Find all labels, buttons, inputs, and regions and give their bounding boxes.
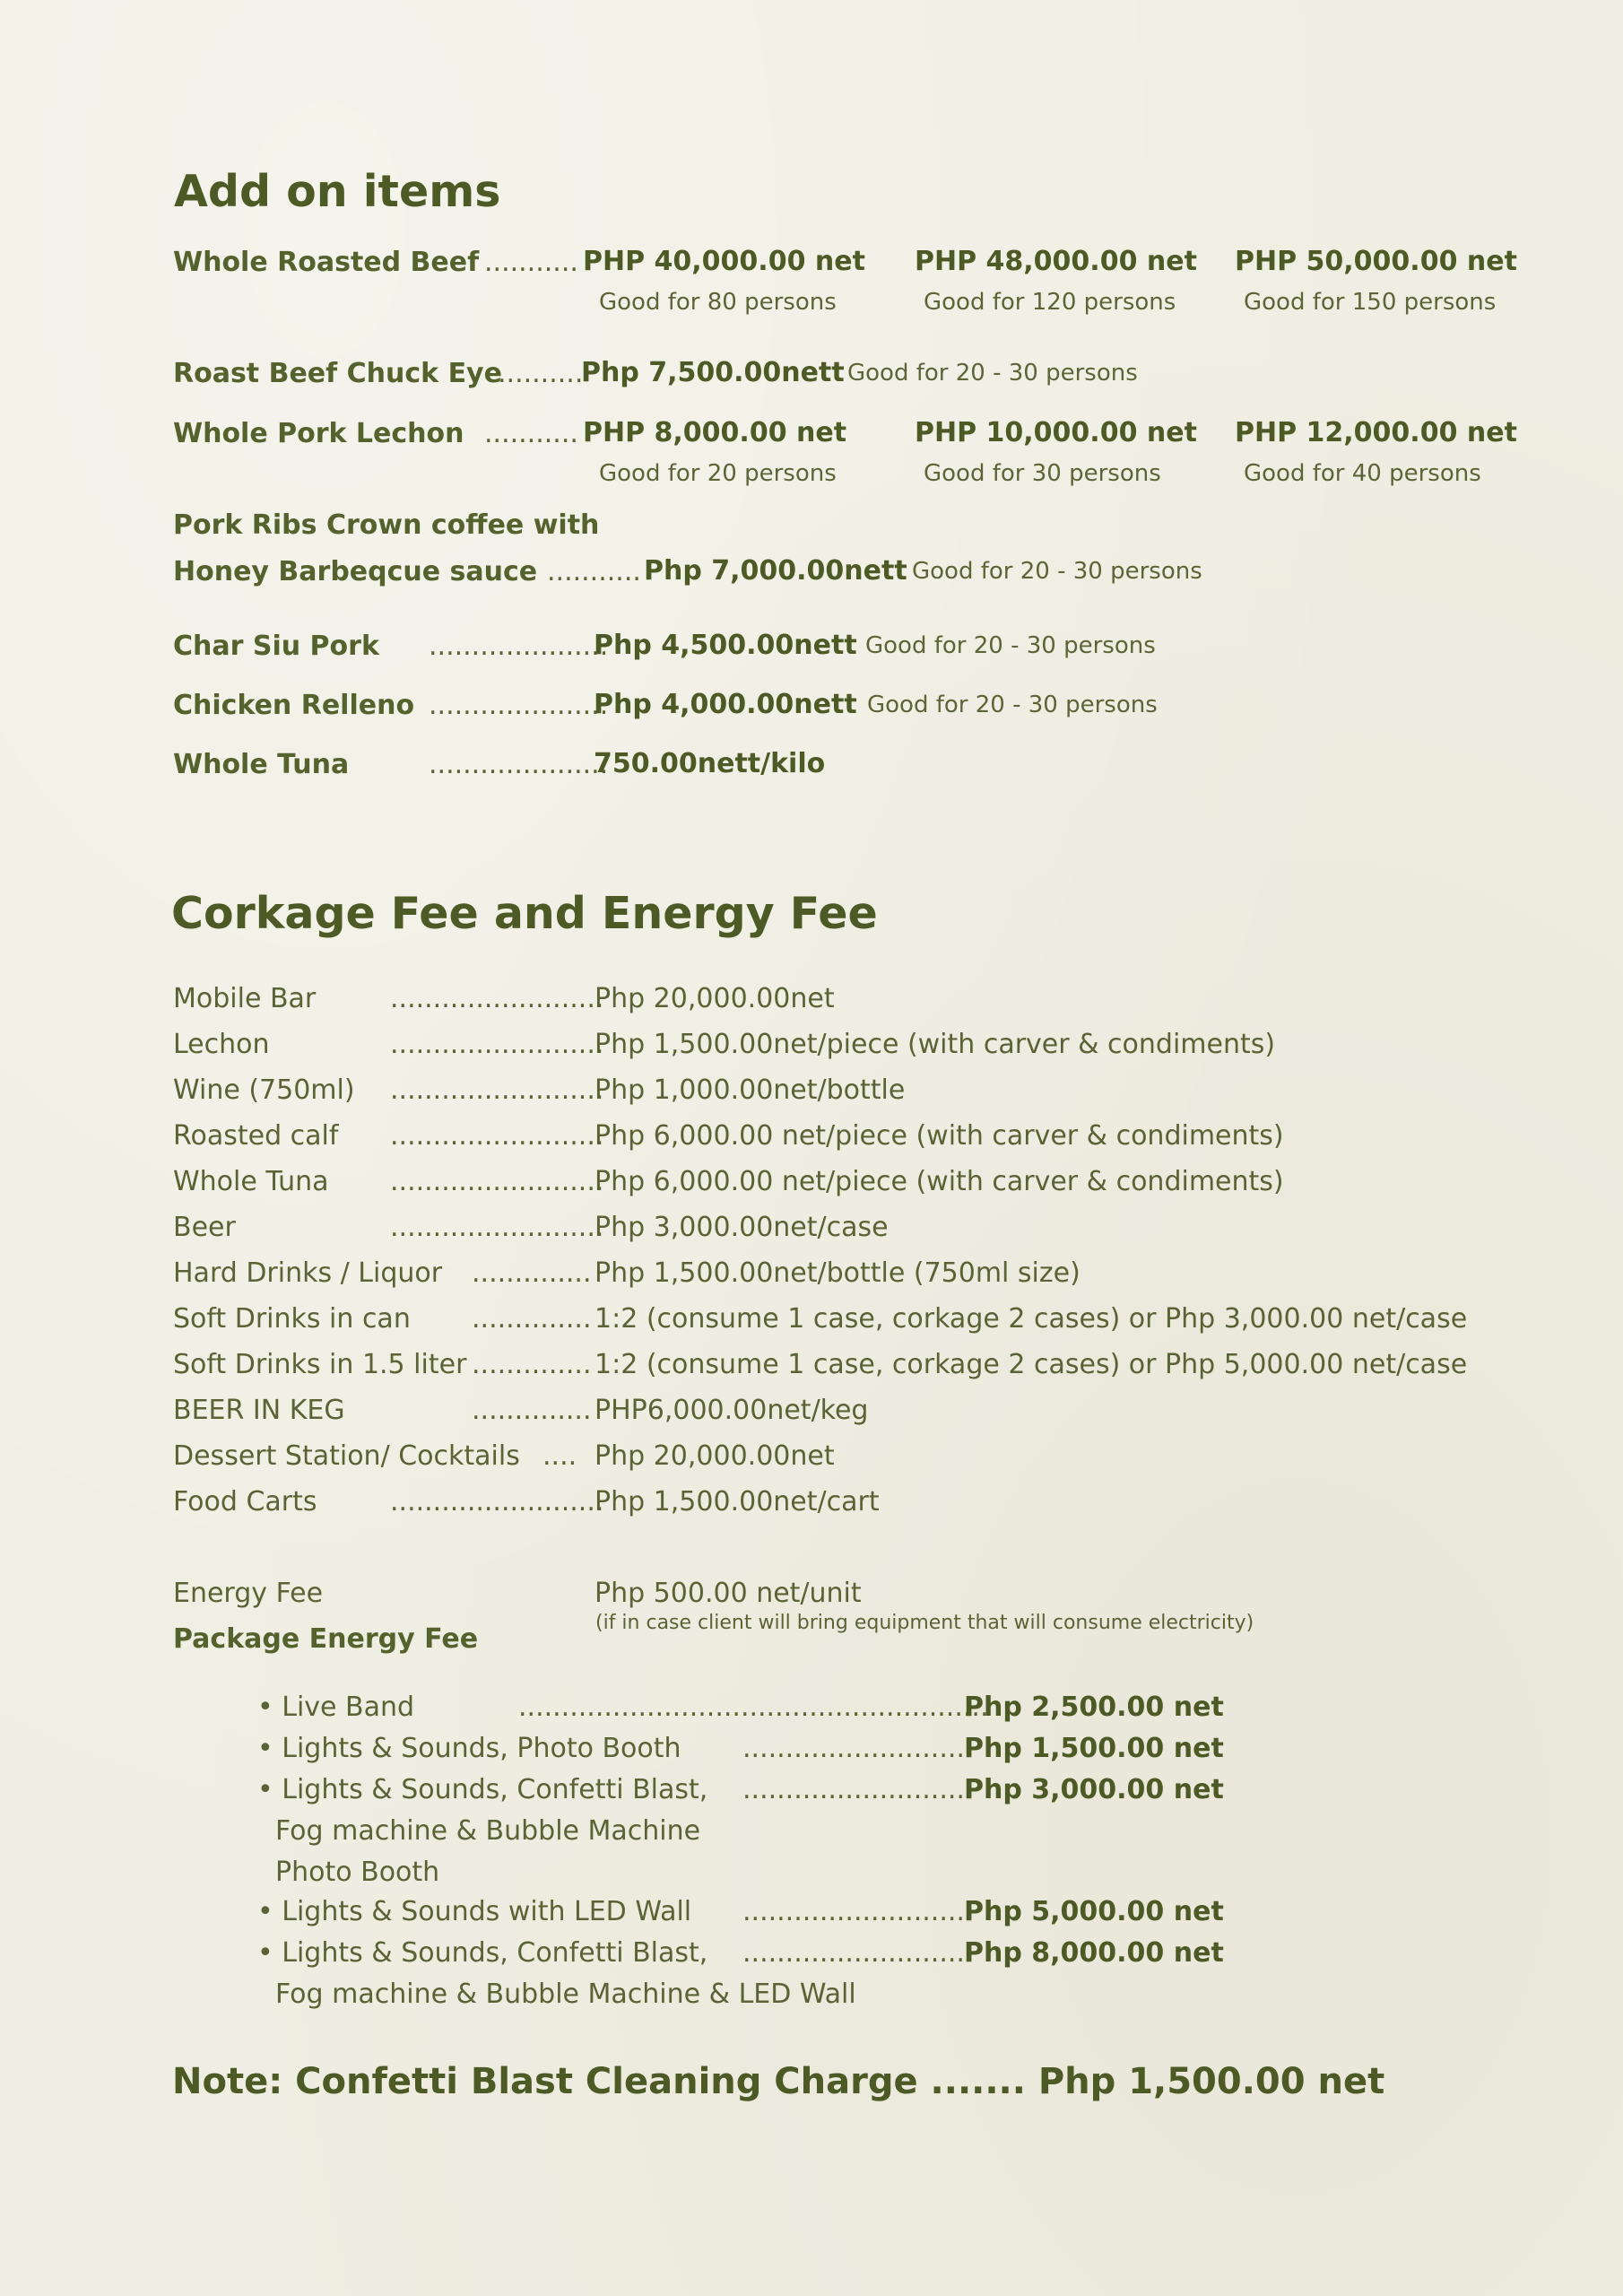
corkage-dots: .... [542,1440,577,1472]
energy-fee-note: (if in case client will bring equipment that will consume electricity) [595,1612,1254,1634]
corkage-label: Mobile Bar [173,983,317,1014]
package-line: • Live Band [257,1692,415,1723]
package-price: Php 5,000.00 net [964,1896,1224,1927]
beef-good-3: Good for 150 persons [1244,289,1497,316]
package-dots: ........................... [742,1774,974,1805]
corkage-value: Php 20,000.00net [595,1440,835,1472]
corkage-value: Php 6,000.00 net/piece (with carver & condiments) [595,1166,1284,1197]
ribs-name-line2: Honey Barbeqcue sauce [173,556,538,587]
package-price: Php 8,000.00 net [964,1937,1224,1969]
relleno-dots: ..................... [429,690,609,721]
corkage-label: BEER IN KEG [173,1395,345,1426]
corkage-label: Soft Drinks in can [173,1303,411,1335]
corkage-value: Php 1,500.00net/bottle (750ml size) [595,1257,1081,1289]
corkage-value: Php 1,500.00net/cart [595,1486,880,1518]
corkage-label: Soft Drinks in 1.5 liter [173,1349,467,1380]
corkage-value: Php 3,000.00net/case [595,1212,889,1243]
package-price: Php 1,500.00 net [964,1733,1224,1764]
beef-price-1: PHP 40,000.00 net [583,246,865,277]
ribs-price: Php 7,000.00nett [644,555,907,587]
corkage-value: PHP6,000.00net/keg [595,1395,869,1426]
chuck-good: Good for 20 - 30 persons [847,360,1138,387]
lechon-name: Whole Pork Lechon [173,418,464,449]
tuna-price: 750.00nett/kilo [594,748,826,779]
lechon-price-2: PHP 10,000.00 net [915,417,1197,448]
beef-good-1: Good for 80 persons [599,289,837,316]
package-dots: ........................... [742,1896,974,1927]
lechon-dots: ........... [484,418,578,449]
package-line: • Lights & Sounds, Confetti Blast, [257,1937,708,1969]
package-line: • Lights & Sounds with LED Wall [257,1896,692,1927]
package-dots: ....................................................... [518,1692,989,1723]
corkage-dots: .............. [472,1349,592,1380]
chuck-name: Roast Beef Chuck Eye [173,358,502,389]
package-line: Photo Booth [275,1857,440,1888]
corkage-value: Php 20,000.00net [595,983,835,1014]
relleno-price: Php 4,000.00nett [594,689,857,720]
corkage-label: Roasted calf [173,1120,339,1152]
corkage-label: Wine (750ml) [173,1074,355,1106]
corkage-label: Hard Drinks / Liquor [173,1257,443,1289]
package-energy-title: Package Energy Fee [173,1623,479,1655]
ribs-good: Good for 20 - 30 persons [912,558,1202,585]
package-dots: ........................... [742,1937,974,1969]
corkage-title: Corkage Fee and Energy Fee [171,888,878,939]
corkage-dots: ......................... [390,1486,604,1518]
tuna-name: Whole Tuna [173,749,350,780]
ribs-name-line1: Pork Ribs Crown coffee with [173,509,600,541]
lechon-good-1: Good for 20 persons [599,460,837,487]
corkage-value: Php 1,500.00net/piece (with carver & condiments) [595,1029,1276,1060]
confetti-cleaning-note: Note: Confetti Blast Cleaning Charge ....... Php 1,500.00 net [172,2061,1385,2102]
beef-price-3: PHP 50,000.00 net [1235,246,1517,277]
charsiu-dots: ..................... [429,631,609,662]
corkage-value: Php 6,000.00 net/piece (with carver & condiments) [595,1120,1284,1152]
package-dots: ........................... [742,1733,974,1764]
lechon-price-1: PHP 8,000.00 net [583,417,847,448]
corkage-dots: .............. [472,1257,592,1289]
corkage-value: 1:2 (consume 1 case, corkage 2 cases) or Php 5,000.00 net/case [595,1349,1468,1380]
corkage-dots: ......................... [390,1166,604,1197]
beef-name: Whole Roasted Beef [173,247,480,278]
package-line: Fog machine & Bubble Machine & LED Wall [275,1979,856,2010]
relleno-good: Good for 20 - 30 persons [867,691,1158,718]
package-line: Fog machine & Bubble Machine [275,1815,701,1847]
beef-dots: ........... [484,247,578,278]
lechon-price-3: PHP 12,000.00 net [1235,417,1517,448]
corkage-dots: ......................... [390,1212,604,1243]
ribs-dots: ........... [547,556,641,587]
beef-price-2: PHP 48,000.00 net [915,246,1197,277]
corkage-label: Dessert Station/ Cocktails [173,1440,520,1472]
lechon-good-3: Good for 40 persons [1244,460,1481,487]
relleno-name: Chicken Relleno [173,690,415,721]
tuna-dots: ..................... [429,749,609,780]
corkage-dots: ......................... [390,1120,604,1152]
energy-fee-label: Energy Fee [173,1578,324,1609]
package-price: Php 2,500.00 net [964,1692,1224,1723]
charsiu-good: Good for 20 - 30 persons [865,632,1156,659]
package-line: • Lights & Sounds, Photo Booth [257,1733,681,1764]
charsiu-name: Char Siu Pork [173,631,379,662]
corkage-label: Whole Tuna [173,1166,329,1197]
corkage-dots: ......................... [390,983,604,1014]
addon-title: Add on items [174,166,501,217]
chuck-price: Php 7,500.00nett [581,357,845,388]
corkage-dots: ......................... [390,1074,604,1106]
corkage-value: 1:2 (consume 1 case, corkage 2 cases) or Php 3,000.00 net/case [595,1303,1468,1335]
corkage-dots: ......................... [390,1029,604,1060]
corkage-dots: .............. [472,1303,592,1335]
corkage-value: Php 1,000.00net/bottle [595,1074,906,1106]
charsiu-price: Php 4,500.00nett [594,630,857,661]
corkage-label: Beer [173,1212,236,1243]
corkage-label: Food Carts [173,1486,317,1518]
energy-fee-value: Php 500.00 net/unit [595,1578,862,1609]
chuck-dots: .......... [498,358,584,389]
corkage-dots: .............. [472,1395,592,1426]
beef-good-2: Good for 120 persons [924,289,1176,316]
corkage-label: Lechon [173,1029,270,1060]
lechon-good-2: Good for 30 persons [924,460,1161,487]
package-price: Php 3,000.00 net [964,1774,1224,1805]
package-line: • Lights & Sounds, Confetti Blast, [257,1774,708,1805]
